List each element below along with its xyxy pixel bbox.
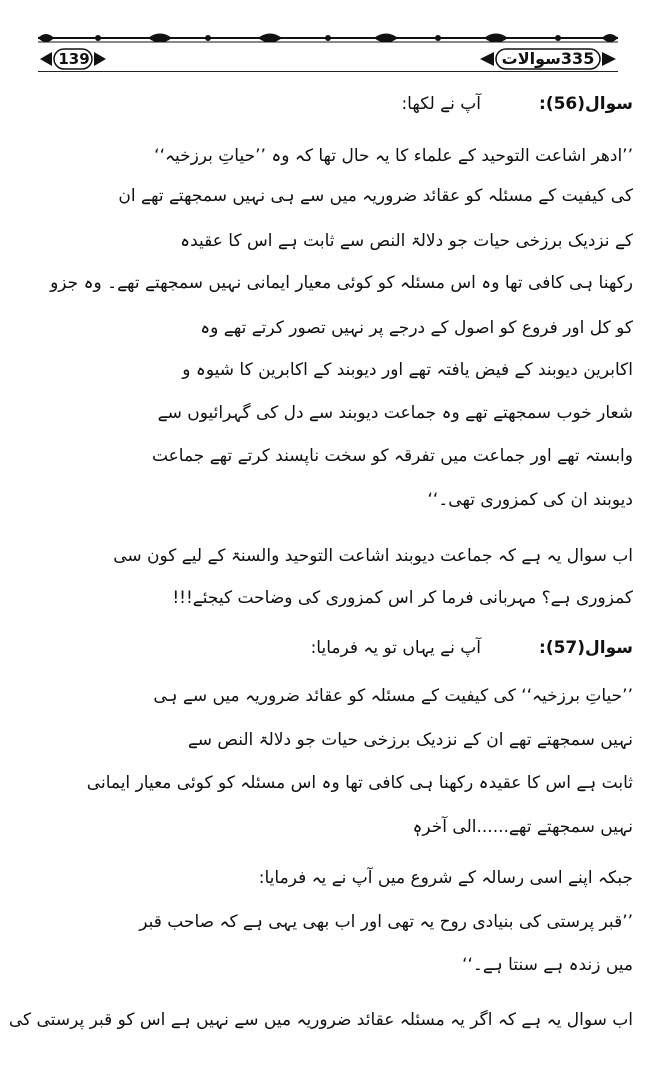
question-line: اب سوال یہ ہے کہ جماعت دیوبند اشاعت التوحید والسنۃ کے لیے کون سی xyxy=(113,546,633,566)
quote-line: وابستہ تھے اور جماعت میں تفرقہ کو سخت ناپسند کرتے تھے جماعت xyxy=(151,446,633,466)
page-number-box xyxy=(38,48,108,70)
quote-line: کی کیفیت کے مسئلہ کو عقائد ضروریہ میں سے ہی نہیں سمجھتے تھے ان xyxy=(118,186,633,206)
quote-line: نہیں سمجھتے تھے......الی آخرہٖ xyxy=(412,817,633,837)
header-rule xyxy=(38,71,618,72)
quote-line: ’’قبر پرستی کی بنیادی روح یہ تھی اور اب بھی یہی ہے کہ صاحب قبر xyxy=(139,912,633,932)
running-title: 335سوالات xyxy=(501,49,595,68)
quote-line: دیوبند ان کی کمزوری تھی۔‘‘ xyxy=(427,490,633,510)
question-line: کمزوری ہے؟ مہربانی فرما کر اس کمزوری کی وضاحت کیجئے!!! xyxy=(172,588,633,608)
quote-line: شعار خوب سمجھتے تھے وہ جماعت دیوبند سے دل کی گہرائیوں سے xyxy=(157,403,633,423)
quote-line: کے نزدیک برزخی حیات جو دلالۃ النص سے ثابت ہے اس کا عقیدہ xyxy=(180,231,633,251)
question-line: اب سوال یہ ہے کہ اگر یہ مسئلہ عقائد ضروریہ میں سے نہیں ہے اس کو قبر پرستی کی xyxy=(8,1010,633,1030)
page-number: 139 xyxy=(58,50,90,68)
quote-line: کو کل اور فروع کو اصول کے درجے پر نہیں تصور کرتے تھے وہ xyxy=(200,318,633,338)
quote-line: ’’ادھر اشاعت التوحید کے علماء کا یہ حال تھا کہ وہ ’’حیاتِ برزخیہ‘‘ xyxy=(154,146,633,166)
question-57-intro: آپ نے یہاں تو یہ فرمایا: xyxy=(310,638,481,658)
quote-line: ’’حیاتِ برزخیہ‘‘ کی کیفیت کے مسئلہ کو عقائد ضروریہ میں سے ہی xyxy=(153,686,633,706)
quote-line: میں زندہ ہے سنتا ہے۔‘‘ xyxy=(462,955,633,975)
quote-line: رکھنا ہی کافی تھا وہ اس مسئلہ کو کوئی معیار ایمانی نہیں سمجھتے تھے۔ وہ جزو xyxy=(50,273,633,293)
ornamental-border-top xyxy=(38,30,618,46)
question-56-intro: آپ نے لکھا: xyxy=(401,94,481,114)
running-title-box xyxy=(478,48,618,70)
quote-line: اکابرین دیوبند کے فیض یافتہ تھے اور دیوبند کے اکابرین کا شیوہ و xyxy=(182,360,633,380)
quote-line: نہیں سمجھتے تھے ان کے نزدیک برزخی حیات جو دلالۃ النص سے xyxy=(187,730,633,750)
quote-line: ثابت ہے اس کا عقیدہ رکھنا ہی کافی تھا وہ اس مسئلہ کو کوئی معیار ایمانی xyxy=(86,773,633,793)
question-57-label: سوال(57): xyxy=(539,638,633,658)
question-56-label: سوال(56): xyxy=(539,94,633,114)
second-intro-line: جبکہ اپنے اسی رسالہ کے شروع میں آپ نے یہ فرمایا: xyxy=(258,868,633,888)
